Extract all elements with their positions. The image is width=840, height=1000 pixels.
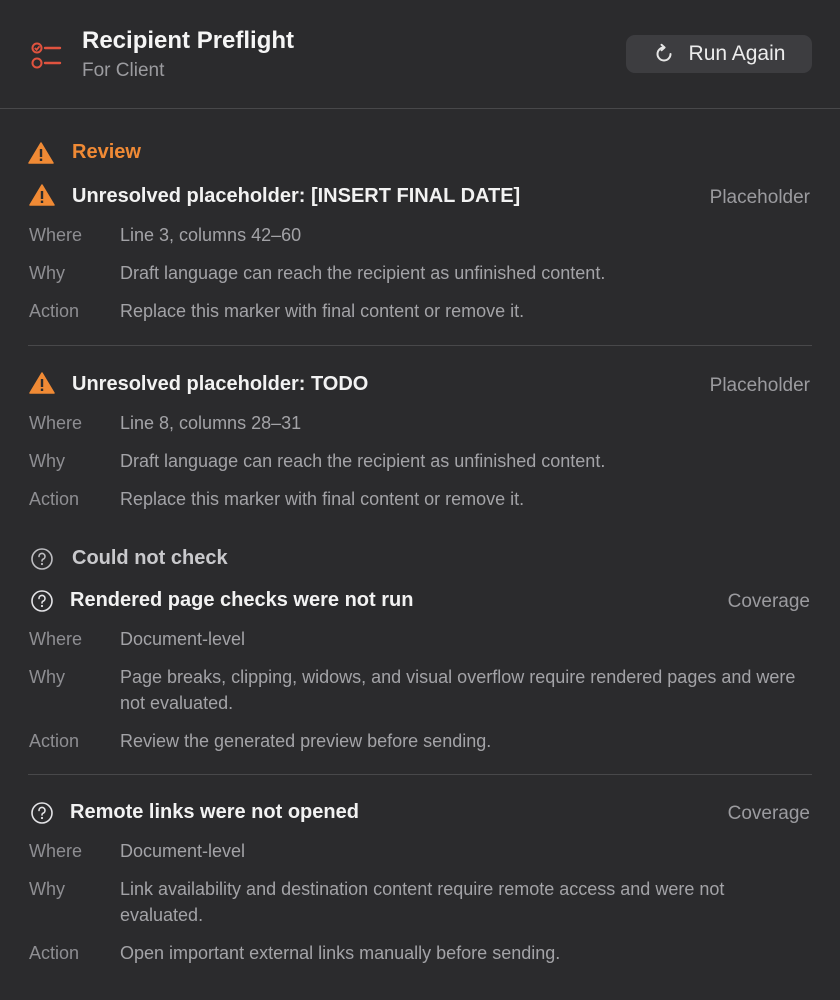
warning-icon (29, 183, 55, 207)
where-label: Where (29, 225, 83, 245)
warning-icon (29, 371, 55, 395)
question-circle-icon (29, 547, 55, 571)
why-label: Why (29, 667, 65, 687)
page-subtitle: For Client (82, 60, 165, 81)
action-label: Action (29, 731, 80, 751)
refresh-icon (653, 43, 675, 65)
action-value: Review the generated preview before sending. (120, 731, 492, 751)
section-heading-review: Review (72, 141, 141, 163)
page-title: Recipient Preflight (82, 27, 295, 54)
why-label: Why (29, 451, 65, 471)
run-again-label: Run Again (688, 42, 786, 65)
where-value: Document-level (120, 841, 246, 861)
action-value: Replace this marker with final content or remove it. (120, 489, 525, 509)
section-heading-could-not-check: Could not check (72, 547, 228, 569)
action-value: Open important external links manually before sending. (120, 943, 561, 963)
warning-icon (28, 141, 54, 165)
checklist-icon (30, 40, 64, 72)
divider (28, 774, 812, 775)
issue-title: Rendered page checks were not run (70, 589, 414, 611)
issue-category: Placeholder (709, 187, 810, 208)
where-label: Where (29, 413, 83, 433)
where-value: Line 8, columns 28–31 (120, 413, 302, 433)
where-label: Where (29, 841, 83, 861)
divider (28, 345, 812, 346)
action-label: Action (29, 489, 80, 509)
why-value: Draft language can reach the recipient as unfinished content. (120, 451, 606, 471)
why-label: Why (29, 263, 65, 283)
issue-title: Remote links were not opened (70, 801, 359, 823)
issue-category: Placeholder (709, 375, 810, 396)
where-value: Line 3, columns 42–60 (120, 225, 302, 245)
issue-category: Coverage (727, 591, 810, 612)
issue-category: Coverage (727, 803, 810, 824)
where-value: Document-level (120, 629, 246, 649)
run-again-button[interactable] (626, 35, 812, 73)
why-value: Page breaks, clipping, widows, and visual overflow require rendered pages and were not evaluated. (120, 667, 796, 713)
action-label: Action (29, 943, 80, 963)
why-label: Why (29, 879, 65, 899)
why-value: Draft language can reach the recipient as unfinished content. (120, 263, 606, 283)
question-circle-icon (29, 801, 55, 825)
issue-title: Unresolved placeholder: TODO (72, 373, 369, 395)
issue-title: Unresolved placeholder: [INSERT FINAL DATE] (72, 185, 521, 207)
question-circle-icon (29, 589, 55, 613)
where-label: Where (29, 629, 83, 649)
why-value: Link availability and destination content require remote access and were not evaluated. (120, 879, 725, 925)
header (0, 0, 840, 109)
action-label: Action (29, 301, 80, 321)
action-value: Replace this marker with final content or remove it. (120, 301, 525, 321)
